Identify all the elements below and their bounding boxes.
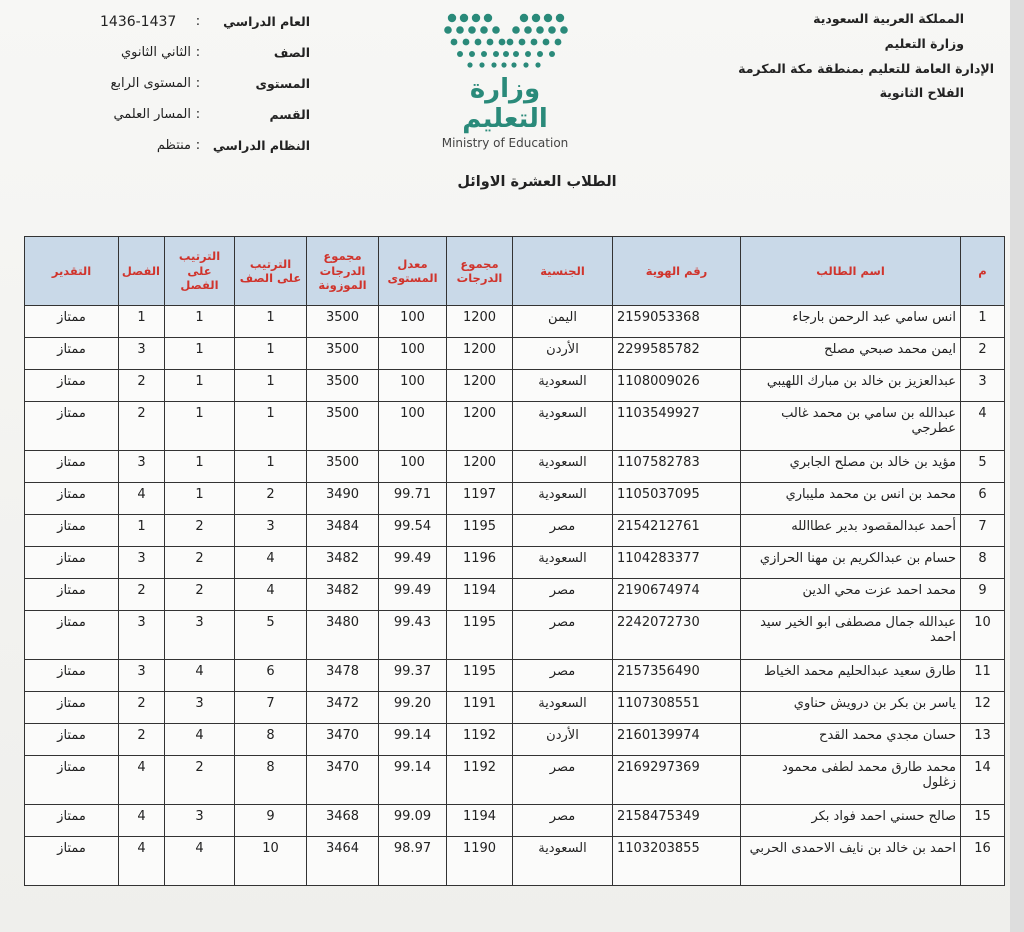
cell-id-number: 2190674974 (613, 579, 741, 611)
cell-weighted: 3482 (307, 579, 379, 611)
cell-student-name: محمد طارق محمد لطفى محمود زغلول (741, 756, 961, 805)
cell-num: 4 (961, 402, 1005, 451)
cell-student-name: مؤيد بن خالد بن مصلح الجابري (741, 451, 961, 483)
cell-weighted: 3500 (307, 370, 379, 402)
cell-grade-rank: 5 (235, 611, 307, 660)
cell-class: 2 (119, 370, 165, 402)
cell-weighted: 3490 (307, 483, 379, 515)
table-header-row (25, 237, 1005, 306)
meta-row-system (100, 138, 310, 169)
cell-grade-rank: 7 (235, 692, 307, 724)
cell-nationality: السعودية (513, 402, 613, 451)
cell-grade-rank: 1 (235, 402, 307, 451)
table-row (25, 724, 1005, 756)
cell-nationality: الأردن (513, 724, 613, 756)
table-row (25, 515, 1005, 547)
cell-average: 98.97 (379, 837, 447, 886)
page-edge (1010, 0, 1024, 932)
cell-grade-rank: 1 (235, 338, 307, 370)
header-grade-rank: الترتيب على الصف (235, 237, 307, 306)
cell-rating: ممتاز (25, 483, 119, 515)
meta-colon: : (195, 138, 201, 153)
cell-total: 1194 (447, 805, 513, 837)
meta-colon: : (195, 45, 201, 60)
meta-row-year (100, 14, 310, 45)
logo-english-text: Ministry of Education (441, 136, 569, 150)
meta-colon: : (195, 107, 201, 122)
ministry-logo (430, 10, 580, 150)
cell-num: 6 (961, 483, 1005, 515)
meta-value: 1436-1437 (100, 14, 177, 30)
cell-num: 13 (961, 724, 1005, 756)
cell-id-number: 2157356490 (613, 660, 741, 692)
cell-class-rank: 1 (165, 306, 235, 338)
cell-nationality: مصر (513, 660, 613, 692)
cell-class: 2 (119, 402, 165, 451)
cell-nationality: الأردن (513, 338, 613, 370)
cell-nationality: مصر (513, 805, 613, 837)
cell-average: 99.43 (379, 611, 447, 660)
cell-class: 3 (119, 660, 165, 692)
cell-student-name: محمد احمد عزت محي الدين (741, 579, 961, 611)
meta-row-section (100, 107, 310, 138)
cell-rating: ممتاز (25, 515, 119, 547)
cell-rating: ممتاز (25, 660, 119, 692)
cell-average: 100 (379, 306, 447, 338)
cell-class: 4 (119, 805, 165, 837)
cell-average: 99.49 (379, 547, 447, 579)
cell-class-rank: 2 (165, 579, 235, 611)
cell-total: 1200 (447, 370, 513, 402)
cell-class: 1 (119, 306, 165, 338)
cell-class: 3 (119, 547, 165, 579)
cell-grade-rank: 3 (235, 515, 307, 547)
cell-rating: ممتاز (25, 370, 119, 402)
table-row (25, 756, 1005, 805)
cell-total: 1195 (447, 515, 513, 547)
cell-nationality: السعودية (513, 370, 613, 402)
cell-grade-rank: 6 (235, 660, 307, 692)
cell-student-name: عبدالله بن سامي بن محمد غالب عطرجي (741, 402, 961, 451)
cell-weighted: 3500 (307, 402, 379, 451)
cell-student-name: ايمن محمد صبحي مصلح (741, 338, 961, 370)
cell-class-rank: 4 (165, 660, 235, 692)
cell-class: 4 (119, 837, 165, 886)
cell-average: 99.09 (379, 805, 447, 837)
cell-class-rank: 1 (165, 402, 235, 451)
cell-nationality: مصر (513, 515, 613, 547)
cell-nationality: السعودية (513, 547, 613, 579)
cell-class: 2 (119, 579, 165, 611)
cell-id-number: 1107582783 (613, 451, 741, 483)
cell-average: 100 (379, 338, 447, 370)
cell-class: 1 (119, 515, 165, 547)
table-row (25, 692, 1005, 724)
table-body (25, 306, 1005, 886)
cell-rating: ممتاز (25, 756, 119, 805)
cell-nationality: مصر (513, 756, 613, 805)
table-row (25, 660, 1005, 692)
meta-row-level (100, 76, 310, 107)
cell-id-number: 2299585782 (613, 338, 741, 370)
cell-rating: ممتاز (25, 338, 119, 370)
cell-nationality: السعودية (513, 451, 613, 483)
cell-student-name: ياسر بن بكر بن درويش حناوي (741, 692, 961, 724)
cell-class-rank: 3 (165, 692, 235, 724)
cell-class-rank: 1 (165, 451, 235, 483)
cell-grade-rank: 8 (235, 724, 307, 756)
cell-nationality: اليمن (513, 306, 613, 338)
cell-num: 8 (961, 547, 1005, 579)
header-total: مجموع الدرجات (447, 237, 513, 306)
cell-class-rank: 2 (165, 515, 235, 547)
cell-average: 99.54 (379, 515, 447, 547)
cell-average: 100 (379, 370, 447, 402)
cell-weighted: 3500 (307, 306, 379, 338)
cell-class-rank: 1 (165, 338, 235, 370)
ministry-label: وزارة التعليم (884, 35, 964, 51)
cell-grade-rank: 8 (235, 756, 307, 805)
cell-average: 99.14 (379, 724, 447, 756)
table-row (25, 483, 1005, 515)
cell-grade-rank: 9 (235, 805, 307, 837)
header-class-rank: الترتيب على الفصل (165, 237, 235, 306)
cell-student-name: عبدالعزيز بن خالد بن مبارك اللهيبي (741, 370, 961, 402)
directorate-label: الإدارة العامة للتعليم بمنطقة مكة المكرمة (738, 60, 994, 76)
cell-id-number: 1108009026 (613, 370, 741, 402)
cell-id-number: 2159053368 (613, 306, 741, 338)
header-nationality: الجنسية (513, 237, 613, 306)
meta-value: المستوى الرابع (110, 76, 191, 91)
cell-num: 2 (961, 338, 1005, 370)
school-name: الفلاح الثانوية (879, 85, 964, 101)
meta-colon: : (195, 14, 201, 29)
cell-num: 10 (961, 611, 1005, 660)
students-table (24, 236, 1005, 886)
cell-id-number: 2169297369 (613, 756, 741, 805)
table-row (25, 370, 1005, 402)
cell-num: 3 (961, 370, 1005, 402)
cell-student-name: عبدالله جمال مصطفى ابو الخير سيد احمد (741, 611, 961, 660)
cell-total: 1194 (447, 579, 513, 611)
cell-weighted: 3464 (307, 837, 379, 886)
cell-student-name: طارق سعيد عبدالحليم محمد الخياط (741, 660, 961, 692)
cell-num: 1 (961, 306, 1005, 338)
kingdom-label: المملكة العربية السعودية (813, 11, 964, 26)
cell-rating: ممتاز (25, 724, 119, 756)
cell-weighted: 3484 (307, 515, 379, 547)
table-row (25, 451, 1005, 483)
cell-rating: ممتاز (25, 692, 119, 724)
header-average: معدل المستوى (379, 237, 447, 306)
cell-total: 1191 (447, 692, 513, 724)
cell-weighted: 3478 (307, 660, 379, 692)
cell-num: 16 (961, 837, 1005, 886)
cell-total: 1195 (447, 660, 513, 692)
cell-num: 11 (961, 660, 1005, 692)
header-num: م (961, 237, 1005, 306)
cell-id-number: 2158475349 (613, 805, 741, 837)
cell-num: 12 (961, 692, 1005, 724)
cell-grade-rank: 1 (235, 370, 307, 402)
table-row (25, 611, 1005, 660)
cell-average: 99.71 (379, 483, 447, 515)
meta-block (100, 14, 310, 169)
cell-num: 9 (961, 579, 1005, 611)
cell-class-rank: 4 (165, 837, 235, 886)
cell-grade-rank: 1 (235, 306, 307, 338)
cell-id-number: 1104283377 (613, 547, 741, 579)
cell-nationality: مصر (513, 579, 613, 611)
cell-average: 100 (379, 402, 447, 451)
cell-id-number: 1105037095 (613, 483, 741, 515)
cell-grade-rank: 2 (235, 483, 307, 515)
meta-colon: : (195, 76, 201, 91)
header-name: اسم الطالب (741, 237, 961, 306)
meta-value: المسار العلمي (113, 107, 191, 122)
cell-class: 3 (119, 451, 165, 483)
cell-total: 1192 (447, 724, 513, 756)
cell-average: 99.49 (379, 579, 447, 611)
cell-rating: ممتاز (25, 306, 119, 338)
cell-rating: ممتاز (25, 402, 119, 451)
meta-value: الثاني الثانوي (120, 45, 191, 60)
cell-nationality: السعودية (513, 837, 613, 886)
cell-weighted: 3470 (307, 724, 379, 756)
cell-num: 5 (961, 451, 1005, 483)
cell-weighted: 3500 (307, 451, 379, 483)
cell-total: 1200 (447, 402, 513, 451)
cell-student-name: صالح حسني احمد فواد بكر (741, 805, 961, 837)
cell-student-name: حسام بن عبدالكريم بن مهنا الحرازي (741, 547, 961, 579)
header-right (664, 10, 994, 109)
cell-id-number: 2154212761 (613, 515, 741, 547)
cell-class-rank: 3 (165, 805, 235, 837)
header-weighted: مجموع الدرجات الموزونة (307, 237, 379, 306)
meta-label: النظام الدراسي (212, 138, 310, 153)
cell-grade-rank: 4 (235, 579, 307, 611)
cell-weighted: 3500 (307, 338, 379, 370)
cell-class-rank: 2 (165, 547, 235, 579)
cell-id-number: 1107308551 (613, 692, 741, 724)
cell-student-name: احمد بن خالد بن نايف الاحمدى الحربي (741, 837, 961, 886)
cell-rating: ممتاز (25, 837, 119, 886)
table-row (25, 547, 1005, 579)
meta-label: القسم (269, 107, 310, 122)
table-row (25, 306, 1005, 338)
cell-average: 100 (379, 451, 447, 483)
header-class: الفصل (119, 237, 165, 306)
table-row (25, 579, 1005, 611)
meta-label: العام الدراسي (223, 14, 310, 29)
cell-class: 3 (119, 338, 165, 370)
cell-class: 2 (119, 692, 165, 724)
meta-value: منتظم (156, 138, 191, 153)
cell-average: 99.37 (379, 660, 447, 692)
cell-nationality: السعودية (513, 692, 613, 724)
cell-num: 7 (961, 515, 1005, 547)
cell-rating: ممتاز (25, 451, 119, 483)
cell-student-name: حسان مجدي محمد القدح (741, 724, 961, 756)
cell-class: 4 (119, 483, 165, 515)
cell-class-rank: 4 (165, 724, 235, 756)
cell-nationality: مصر (513, 611, 613, 660)
header-rating: التقدير (25, 237, 119, 306)
logo-arabic-text: وزارة التعليم (462, 74, 548, 134)
cell-class: 2 (119, 724, 165, 756)
cell-nationality: السعودية (513, 483, 613, 515)
table-row (25, 402, 1005, 451)
cell-rating: ممتاز (25, 805, 119, 837)
cell-class: 4 (119, 756, 165, 805)
cell-id-number: 2242072730 (613, 611, 741, 660)
cell-weighted: 3482 (307, 547, 379, 579)
cell-id-number: 2160139974 (613, 724, 741, 756)
cell-num: 14 (961, 756, 1005, 805)
cell-class-rank: 3 (165, 611, 235, 660)
cell-weighted: 3468 (307, 805, 379, 837)
table-row (25, 338, 1005, 370)
cell-num: 15 (961, 805, 1005, 837)
cell-student-name: محمد بن انس بن محمد مليباري (741, 483, 961, 515)
cell-class-rank: 1 (165, 483, 235, 515)
cell-class-rank: 1 (165, 370, 235, 402)
cell-class-rank: 2 (165, 756, 235, 805)
cell-total: 1200 (447, 338, 513, 370)
logo-dots-icon (440, 10, 570, 72)
cell-student-name: أحمد عبدالمقصود بدير عطاالله (741, 515, 961, 547)
meta-label: الصف (273, 45, 310, 60)
cell-class: 3 (119, 611, 165, 660)
cell-average: 99.14 (379, 756, 447, 805)
cell-total: 1192 (447, 756, 513, 805)
cell-weighted: 3480 (307, 611, 379, 660)
cell-student-name: انس سامي عبد الرحمن بارجاء (741, 306, 961, 338)
cell-total: 1190 (447, 837, 513, 886)
cell-total: 1196 (447, 547, 513, 579)
cell-id-number: 1103203855 (613, 837, 741, 886)
cell-grade-rank: 4 (235, 547, 307, 579)
cell-total: 1195 (447, 611, 513, 660)
table-row (25, 805, 1005, 837)
cell-total: 1197 (447, 483, 513, 515)
cell-total: 1200 (447, 451, 513, 483)
cell-total: 1200 (447, 306, 513, 338)
table-row (25, 837, 1005, 886)
header-id: رقم الهوية (613, 237, 741, 306)
cell-id-number: 1103549927 (613, 402, 741, 451)
cell-weighted: 3470 (307, 756, 379, 805)
meta-row-grade (100, 45, 310, 76)
cell-grade-rank: 1 (235, 451, 307, 483)
cell-rating: ممتاز (25, 547, 119, 579)
cell-weighted: 3472 (307, 692, 379, 724)
cell-grade-rank: 10 (235, 837, 307, 886)
meta-label: المستوى (255, 76, 310, 91)
cell-rating: ممتاز (25, 611, 119, 660)
cell-average: 99.20 (379, 692, 447, 724)
cell-rating: ممتاز (25, 579, 119, 611)
document-title: الطلاب العشرة الاوائل (457, 174, 617, 190)
